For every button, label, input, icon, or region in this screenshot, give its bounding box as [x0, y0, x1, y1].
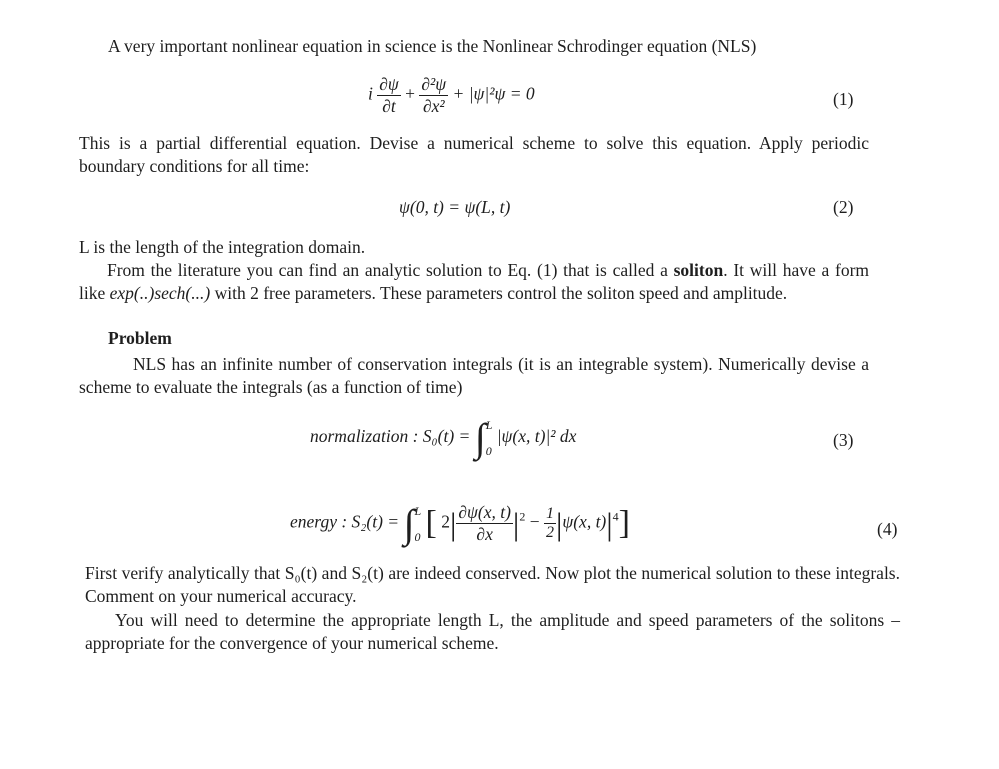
eq2-number: (2): [833, 197, 854, 217]
eq3-number: (3): [833, 430, 854, 450]
eq4-half-denominator: 2: [545, 524, 554, 541]
eq3-integral-sign: ∫: [474, 415, 486, 460]
soliton-bold: soliton: [673, 260, 724, 280]
eq4-integral-sign: ∫: [403, 500, 415, 546]
eq3-lhs: : S₀(t) =: [412, 426, 471, 447]
eq1-d1-denominator: ∂t: [377, 95, 401, 117]
eq1-space-derivative: [419, 74, 448, 117]
eq1-rest: + |ψ|²ψ = 0: [452, 83, 535, 104]
paragraph-pde: This is a partial differential equation. Devise a numerical scheme to solve this equation. Apply periodic boundary conditions for all time:: [79, 133, 869, 176]
problem-heading: Problem: [108, 328, 172, 348]
eq4-abs2-open: |: [555, 505, 563, 542]
eq4-lower: 0: [414, 529, 421, 544]
eq4-abs-open: |: [449, 505, 457, 542]
eq4-psi: ψ(x, t): [562, 511, 607, 532]
eq3-upper: L: [485, 418, 493, 432]
eq4-coef: 2: [441, 511, 450, 532]
eq4-bracket-open: [: [425, 504, 437, 542]
eq3-label: normalization: [310, 426, 409, 447]
eq1-time-derivative: [377, 74, 401, 117]
eq4-exp2: 2: [519, 509, 526, 524]
equation-1: [368, 74, 535, 117]
eq1-d2-denominator: ∂x²: [419, 95, 448, 117]
eq4-bracket-close: ]: [618, 504, 630, 542]
eq4-upper: L: [414, 503, 422, 518]
equation-4: [290, 502, 630, 545]
eq4-half: [544, 505, 556, 542]
paragraph-parameters: You will need to determine the appropriate length L, the amplitude and speed parameters of the solitons – appropriate for the convergence of your numerical scheme.: [85, 610, 900, 653]
eq3-limits: [486, 419, 493, 457]
eq1-d1-numerator: ∂ψ: [379, 74, 399, 94]
eq3-integrand: |ψ(x, t)|² dx: [496, 426, 577, 447]
eq4-label: energy: [290, 511, 337, 532]
eq4-limits: [414, 505, 421, 543]
eq1-d2-numerator: ∂²ψ: [421, 74, 447, 94]
eq4-number: (4): [877, 519, 898, 539]
eq4-abs-close: |: [512, 505, 520, 542]
eq4-half-numerator: 1: [545, 505, 554, 522]
eq4-d-numerator: ∂ψ(x, t): [458, 502, 511, 522]
eq4-exp4: 4: [612, 509, 619, 524]
eq4-d-denominator: ∂x: [456, 523, 513, 545]
soliton-form: exp(..)sech(...): [109, 283, 211, 303]
intro-text: A very important nonlinear equation in science is the Nonlinear Schrodinger equation (NLS): [108, 36, 757, 56]
eq4-abs2-close: |: [606, 505, 613, 542]
domain-length-text: L is the length of the integration domain.: [79, 237, 366, 257]
paragraph-verify: First verify analytically that S₀(t) and S₂(t) are indeed conserved. Now plot the numerical solution to these integrals. Comment on your numerical accuracy.: [85, 563, 900, 606]
eq1-number: (1): [833, 89, 854, 109]
soliton-text-3: with 2 free parameters. These parameters control the soliton speed and amplitude.: [214, 283, 788, 303]
soliton-text-2: . It will have a form like: [79, 260, 870, 303]
soliton-text-1: From the literature you can find an analytic solution to Eq. (1) that is called a: [107, 260, 668, 280]
eq4-derivative: [456, 502, 513, 545]
equation-3: [310, 415, 577, 460]
eq1-i: i: [368, 83, 373, 104]
eq1-plus: +: [405, 83, 416, 104]
eq3-lower: 0: [485, 444, 492, 458]
paragraph-soliton: [79, 259, 869, 305]
eq4-lhs: : S₂(t) =: [341, 511, 400, 532]
eq4-minus: −: [529, 511, 540, 532]
equation-2: ψ(0, t) = ψ(L, t): [399, 197, 511, 217]
paragraph-conservation: NLS has an infinite number of conservation integrals (it is an integrable system). Numerically devise a scheme to evaluate the integrals (as a function of time): [79, 354, 869, 397]
